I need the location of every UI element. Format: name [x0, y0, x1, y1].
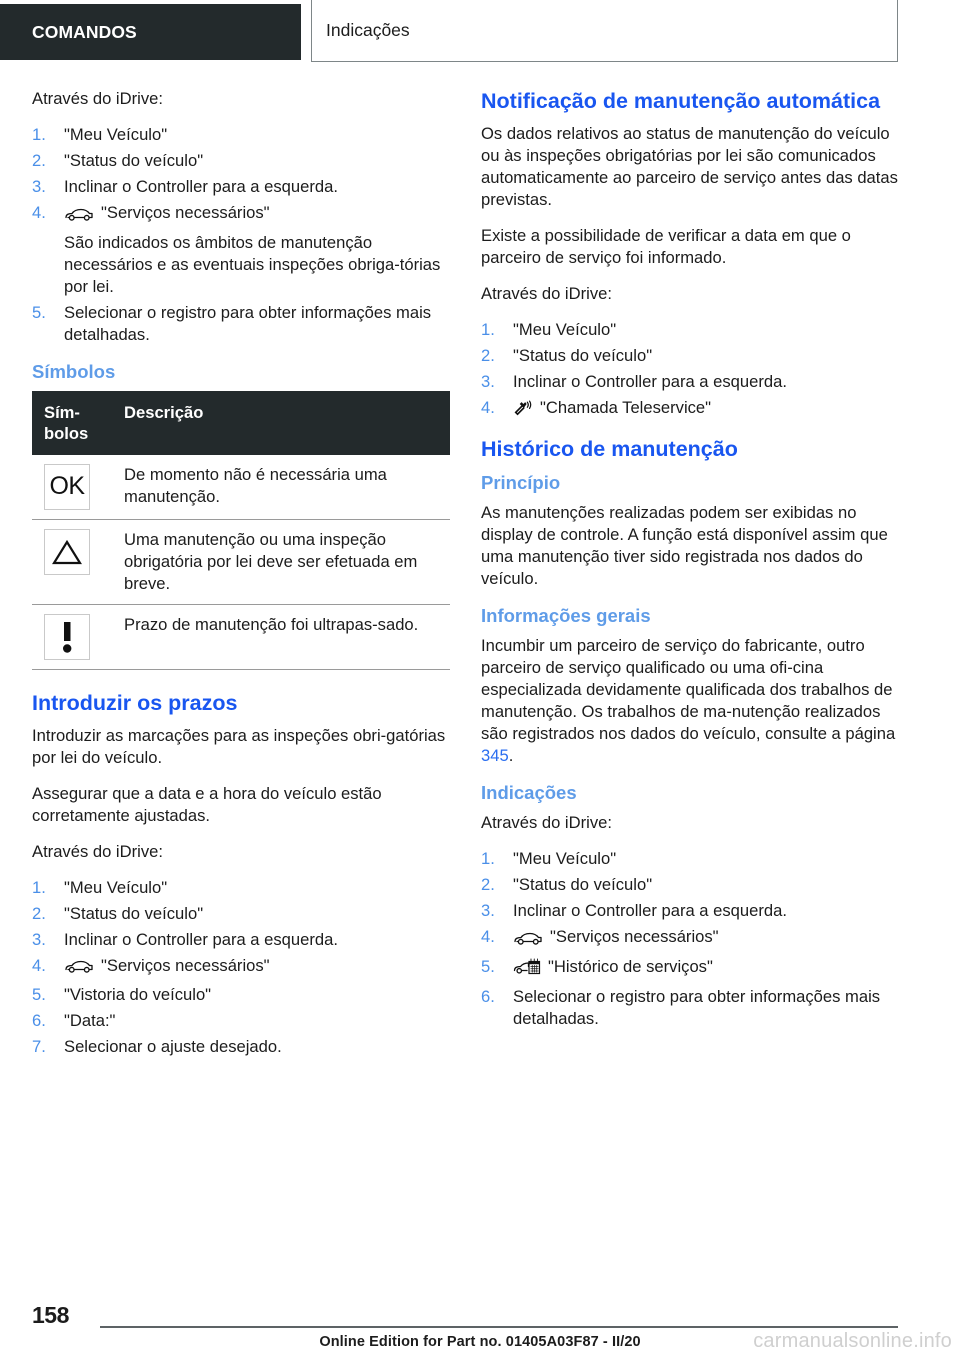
header-section-label: COMANDOS — [32, 21, 137, 42]
step-label: Inclinar o Controller para a esquerda. — [64, 177, 338, 196]
step-label: "Meu Veículo" — [513, 320, 617, 339]
header-topic-label: Indicações — [326, 20, 410, 40]
car-icon — [64, 206, 94, 221]
idrive-intro-1: Através do iDrive: — [32, 89, 163, 108]
list-item[interactable] — [481, 397, 899, 422]
list-item[interactable] — [481, 874, 899, 896]
ok-symbol — [44, 464, 90, 510]
page-number: 158 — [32, 1302, 69, 1328]
step-label: "Serviços necessários" — [101, 955, 270, 975]
page-reference-link[interactable]: 345 — [481, 746, 509, 765]
column-header-description: Descrição — [124, 391, 450, 455]
symbols-table — [32, 391, 450, 670]
table-row — [32, 604, 450, 669]
car-calendar-icon — [513, 958, 541, 976]
description-cell: Prazo de manutenção foi ultrapas-sado. — [124, 604, 450, 669]
step-label: "Status do veículo" — [64, 151, 204, 170]
list-item[interactable] — [32, 1010, 450, 1032]
step-label: "Status do veículo" — [64, 903, 204, 923]
list-item[interactable] — [481, 926, 899, 952]
table-header-row — [32, 391, 450, 455]
step-label: Inclinar o Controller para a esquerda. — [513, 901, 787, 920]
header-topic-tab[interactable] — [311, 0, 898, 62]
footer-divider — [100, 1326, 898, 1328]
list-item[interactable] — [481, 900, 899, 922]
general-info-text-end: . — [508, 746, 514, 765]
list-item[interactable] — [481, 345, 899, 367]
step-label: Selecionar o ajuste desejado. — [64, 1037, 282, 1056]
right-column — [481, 88, 899, 1044]
list-item[interactable] — [32, 1036, 450, 1058]
general-info-paragraph — [481, 635, 899, 767]
description-cell: De momento não é necessária uma manutenção. — [124, 455, 450, 520]
list-item[interactable] — [481, 986, 899, 1030]
step-label: "Status do veículo" — [513, 346, 653, 365]
steps-list-required-services — [32, 124, 450, 346]
page-footer — [0, 1290, 960, 1362]
list-item[interactable] — [481, 319, 899, 341]
history-heading: Histórico de manutenção — [481, 437, 738, 461]
symbol-cell — [32, 604, 124, 669]
symbol-cell — [32, 455, 124, 520]
list-item[interactable] — [32, 176, 450, 198]
symbols-table-head — [32, 391, 450, 455]
deadlines-paragraph-2: Assegurar que a data e a hora do veículo estão corretamente ajustadas. — [32, 783, 382, 825]
symbol-cell — [32, 519, 124, 604]
deadlines-paragraph-1: Introduzir as marcações para as inspeções obri-gatórias por lei do veículo. — [32, 725, 446, 767]
exclamation-symbol — [44, 614, 90, 660]
general-info-text: Incumbir um parceiro de serviço do fabricante, outro parceiro de serviço qualificado ou uma ofi-cina especializada devidamente qualificada dos trabalhos de manutenção. Os trabalhos de ma-nutenção realizados são registrados nos dados do veículo, consulte a página — [481, 636, 896, 743]
auto-notification-paragraph-2: Existe a possibilidade de verificar a data em que o parceiro de serviço foi informado. — [481, 226, 851, 267]
description-cell: Uma manutenção ou uma inspeção obrigatória por lei deve ser efetuada em breve. — [124, 519, 450, 604]
step-note: São indicados os âmbitos de manutenção necessários e as eventuais inspeções obriga-tórias por lei. — [64, 232, 441, 296]
step-label: "Chamada Teleservice" — [540, 398, 712, 417]
step-label: "Vistoria do veículo" — [64, 985, 212, 1004]
header-section-tab[interactable] — [0, 4, 301, 60]
step-label: "Histórico de serviços" — [548, 956, 713, 976]
symbols-heading: Símbolos — [32, 360, 116, 382]
step-label: "Meu Veículo" — [64, 125, 168, 144]
column-header-symbol: Sím-bolos — [32, 391, 124, 455]
symbols-table-body — [32, 455, 450, 670]
list-item[interactable] — [481, 371, 899, 393]
step-label: "Serviços necessários" — [550, 927, 719, 946]
list-item[interactable] — [32, 877, 450, 899]
indications-heading: Indicações — [481, 782, 577, 803]
idrive-intro-3: Através do iDrive: — [481, 284, 612, 303]
edition-text: Online Edition for Part no. 01405A03F87 - II/20 — [319, 1334, 641, 1350]
triangle-symbol — [44, 529, 90, 575]
idrive-intro-4: Através do iDrive: — [481, 813, 612, 832]
general-info-heading: Informações gerais — [481, 605, 651, 626]
steps-list-deadlines — [32, 877, 450, 1059]
step-label: Inclinar o Controller para a esquerda. — [64, 929, 338, 949]
step-label: "Meu Veículo" — [513, 849, 617, 868]
list-item[interactable] — [32, 124, 450, 146]
list-item[interactable] — [32, 150, 450, 172]
wrench-signal-icon — [513, 400, 533, 416]
left-column — [32, 88, 450, 1072]
car-icon — [64, 958, 94, 973]
principle-paragraph: As manutenções realizadas podem ser exibidas no display de controle. A função está disponível assim que uma manutenção tiver sido registrada nos dados do veículo. — [481, 503, 888, 588]
list-item[interactable] — [32, 202, 450, 298]
step-label: Selecionar o registro para obter informações mais detalhadas. — [513, 986, 881, 1028]
step-label: Selecionar o registro para obter informações mais detalhadas. — [64, 302, 432, 344]
list-item[interactable] — [481, 956, 899, 982]
deadlines-heading: Introduzir os prazos — [32, 690, 238, 715]
auto-notification-paragraph-1: Os dados relativos ao status de manutenção do veículo ou às inspeções obrigatórias por lei são comunicados automaticamente ao parceiro de serviço antes das datas previstas. — [481, 124, 898, 209]
list-item[interactable] — [481, 848, 899, 870]
step-label: Inclinar o Controller para a esquerda. — [513, 372, 787, 391]
step-label: "Data:" — [64, 1011, 116, 1030]
list-item[interactable] — [32, 955, 450, 981]
list-item[interactable] — [32, 984, 450, 1006]
steps-list-teleservice — [481, 319, 899, 422]
car-icon — [513, 930, 543, 945]
ok-symbol-label: OK — [49, 472, 85, 500]
step-label: "Serviços necessários" — [101, 203, 270, 222]
list-item[interactable] — [32, 929, 450, 951]
step-label: "Status do veículo" — [513, 875, 653, 894]
list-item[interactable] — [32, 302, 450, 346]
auto-notification-heading: Notificação de manutenção automática — [481, 89, 881, 113]
steps-list-indications — [481, 848, 899, 1030]
list-item[interactable] — [32, 903, 450, 925]
principle-heading: Princípio — [481, 472, 561, 493]
site-watermark: carmanualsonline.info — [753, 1330, 952, 1352]
step-label: "Meu Veículo" — [64, 877, 168, 897]
table-row — [32, 519, 450, 604]
table-row — [32, 455, 450, 520]
idrive-intro-2: Através do iDrive: — [32, 841, 163, 861]
page-header — [0, 0, 960, 64]
